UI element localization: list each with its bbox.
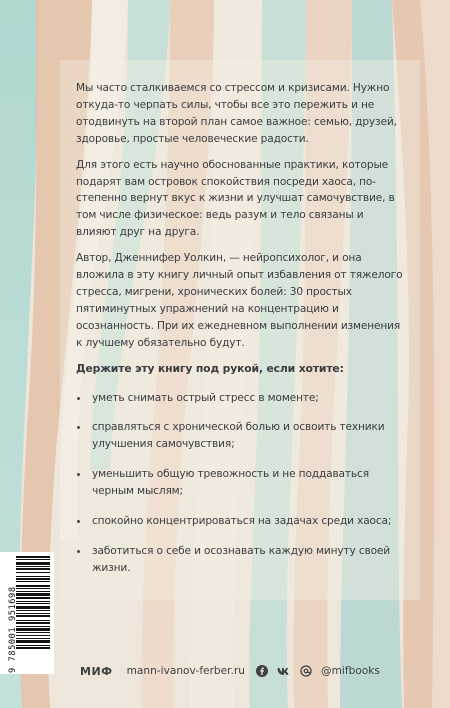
benefit-text: уметь снимать острый стресс в моменте; (92, 391, 319, 404)
barcode-bar (16, 562, 50, 565)
facebook-icon[interactable] (255, 665, 268, 678)
barcode-bar (16, 603, 50, 604)
barcode-bar (16, 640, 50, 643)
barcode-bar (16, 591, 50, 592)
benefit-text: справляться с хронической болью и освоить техники улучшения самочувствия; (92, 421, 385, 451)
vk-icon[interactable] (277, 665, 290, 678)
author-paragraph: Автор, Дженнифер Уолкин, — нейропсихолог, и она вложила в эту книгу личный опыт избавления от тяжелого стресса, мигрени, хронических болей: 30 простых пятиминутных упражнений на концентрацию и осознанность. При их ежедневном выполнении изменения к лучшему обязательно будут. (76, 252, 403, 349)
bullet-icon (77, 520, 80, 523)
barcode-bar (16, 635, 50, 636)
publisher-logo: МИФ (80, 664, 113, 678)
benefit-text: спокойно концентрироваться на задачах среди хаоса; (92, 515, 392, 528)
barcode-bar (16, 593, 50, 596)
barcode-bar (16, 632, 50, 633)
barcode-bar (16, 576, 50, 577)
barcode-bar (16, 613, 50, 614)
intro-paragraph: Мы часто сталкиваемся со стрессом и кризисами. Нужно откуда-то черпать силы, чтобы все это пережить и не отодвинуть на второй план самое важное: семью, друзей, здоровье, простые человеческие радости. (76, 82, 397, 145)
benefit-item (76, 543, 406, 577)
benefit-item (76, 466, 406, 500)
barcode-bar (16, 626, 50, 627)
barcode-bar (16, 606, 50, 609)
isbn-digits: 9 785001 951698 (8, 586, 18, 673)
bullet-icon (77, 397, 80, 400)
benefit-item (76, 390, 406, 407)
barcode-bar (16, 601, 50, 602)
at-icon[interactable] (299, 665, 312, 678)
bullet-icon (77, 473, 80, 476)
barcode-bar (16, 556, 50, 558)
barcode-bar (16, 638, 50, 639)
bullet-icon (77, 426, 80, 429)
barcode-bar (16, 588, 50, 589)
barcode-bar (16, 568, 50, 570)
benefit-text: заботиться о себе и осознавать каждую минуту своей жизни. (92, 544, 391, 574)
barcode-bar (16, 620, 50, 621)
barcode-bar (16, 559, 50, 560)
barcode-bar (16, 585, 50, 587)
barcode-bar (16, 572, 50, 573)
benefit-item (76, 513, 406, 530)
social-handle[interactable]: @mifbooks (321, 665, 380, 677)
barcode-bar (16, 578, 50, 580)
barcode-bar (16, 581, 50, 582)
barcode-bar (16, 622, 50, 624)
barcode-bar (16, 615, 50, 617)
benefit-text: уменьшить общую тревожность и не поддаваться черным мыслям; (92, 468, 369, 498)
barcode-bar (16, 610, 50, 611)
barcode-bar (16, 566, 50, 567)
barcode-bar (16, 645, 50, 646)
benefits-list (76, 390, 406, 577)
barcode-bar (16, 647, 50, 649)
description-text-block (76, 80, 406, 590)
practices-paragraph: Для этого есть научно обоснованные практики, которые подарят вам островок спокойствия посреди хаоса, постепенно вернут вкус к жизни и улучшат самочувствие, в том числе физическое: ведь разум и тело связаны и влияют друг на друга. (76, 158, 395, 239)
benefit-item (76, 419, 406, 453)
barcode-bar (16, 597, 50, 599)
benefits-heading: Держите эту книгу под рукой, если хотите: (76, 361, 344, 375)
publisher-footer (80, 661, 380, 681)
publisher-website[interactable]: mann-ivanov-ferber.ru (126, 665, 245, 677)
bullet-icon (77, 550, 80, 553)
barcode-bar (16, 628, 50, 631)
